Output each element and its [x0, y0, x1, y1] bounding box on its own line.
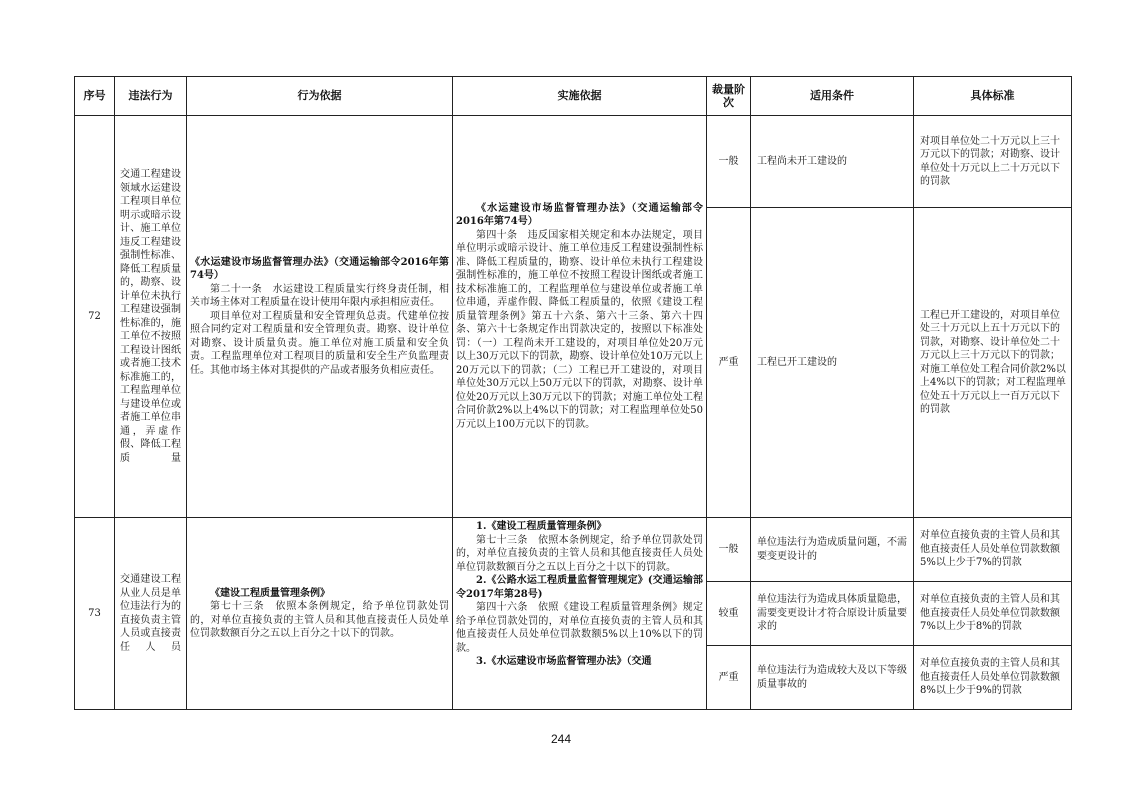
row73-impl: [453, 518, 707, 710]
table-row: [75, 518, 1072, 582]
header-violation: 违法行为: [115, 77, 187, 116]
row72-standard-2: 工程已开工建设的，对项目单位处三十万元以上五十万元以下的罚款，对勘察、设计单位处二十万元以上三十万元以下的罚款；对施工单位处工程合同价款2%以上4%以下的罚款；对工程监理单位处五十万元以上一百万元以下的罚款: [914, 208, 1072, 518]
page-number: 244: [550, 732, 572, 746]
row72-impl-p1: 第四十条 违反国家相关规定和本办法规定，项目单位明示或暗示设计、施工单位违反工程建设强制性标准、降低工程质量的，勘察、设计单位未执行工程建设强制性标准的，施工单位不按照工程设计图纸或者施工技术标准施工的，工程监理单位与建设单位或者施工单位串通，弄虚作假、降低工程质量的，依照《建设工程质量管理条例》第五十六条、第六十三条、第六十四条、第六十七条规定作出罚款决定的，按照以下标准处罚：（一）工程尚未开工建设的，对项目单位处20万元以上30万元以下的罚款，勘察、设计单位处10万元以上20万元以下的罚款；（二）工程已开工建设的，对项目单位处30万元以上50万元以下的罚款，对勘察、设计单位处20万元以上30万元以下的罚款；对施工单位处工程合同价款2%以上4%以下的罚款；对工程监理单位处50万元以上100万元以下的罚款。: [456, 229, 703, 430]
header-standard: 具体标准: [914, 77, 1072, 116]
header-basis: 行为依据: [187, 77, 453, 116]
row73-level-3: 严重: [707, 646, 751, 710]
row73-impl-p1: 第七十三条 依照本条例规定，给予单位罚款处罚的，对单位直接负责的主管人员和其他直接责任人员处单位罚款数额百分之五以上百分之十以下的罚款。: [456, 534, 703, 573]
header-row: [75, 77, 1072, 116]
row73-impl-t1: 1.《建设工程质量管理条例》: [476, 521, 607, 532]
row72-seq: 72: [75, 116, 115, 518]
row72-condition-1: 工程尚未开工建设的: [751, 116, 914, 208]
row72-basis-p2: 项目单位对工程质量和安全管理负总责。代建单位按照合同约定对工程质量和安全管理负责。勘察、设计单位对勘察、设计质量负责。施工单位对施工质量和安全负责。工程监理单位对工程项目的质量和安全生产负监理责任。其他市场主体对其提供的产品或者服务负相应责任。: [190, 310, 449, 376]
row73-basis: [187, 518, 453, 710]
row73-condition-1: 单位违法行为造成质量问题，不需要变更设计的: [751, 518, 914, 582]
row73-condition-3: 单位违法行为造成较大及以下等级质量事故的: [751, 646, 914, 710]
header-seq: 序号: [75, 77, 115, 116]
row72-level-2: 严重: [707, 208, 751, 518]
header-impl: 实施依据: [453, 77, 707, 116]
row73-impl-t2: 2.《公路水运工程质量监督管理规定》(交通运输部令2017年第28号): [456, 575, 703, 600]
row73-impl-p2: 第四十六条 依照《建设工程质量管理条例》规定给予单位罚款处罚的，对单位直接负责的主管人员和其他直接责任人员处单位罚款数额5%以上10%以下的罚款。: [456, 602, 703, 654]
row72-violation: 交通工程建设领域水运建设工程项目单位明示或暗示设计、施工单位违反工程建设强制性标准、降低工程质量的，勘察、设计单位未执行工程建设强制性标准的，施工单位不按照工程设计图纸或者施工技术标准施工的，工程监理单位与建设单位或者施工单位串通，弄虚作假、降低工程质量: [115, 116, 187, 518]
row73-seq: 73: [75, 518, 115, 710]
header-condition: 适用条件: [751, 77, 914, 116]
row72-impl: [453, 116, 707, 518]
row73-basis-p1: 第七十三条 依照本条例规定，给予单位罚款处罚的，对单位直接负责的主管人员和其他直接责任人员处单位罚款数额百分之五以上百分之十以下的罚款。: [190, 601, 449, 639]
row73-standard-1: 对单位直接负责的主管人员和其他直接责任人员处单位罚款数额5%以上少于7%的罚款: [914, 518, 1072, 582]
row73-basis-title: 《建设工程质量管理条例》: [210, 587, 330, 599]
header-level: 裁量阶次: [707, 77, 751, 116]
row73-standard-2: 对单位直接负责的主管人员和其他直接责任人员处单位罚款数额7%以上少于8%的罚款: [914, 582, 1072, 646]
row73-condition-2: 单位违法行为造成具体质量隐患，需要变更设计才符合原设计质量要求的: [751, 582, 914, 646]
row72-standard-1: 对项目单位处二十万元以上三十万元以下的罚款；对勘察、设计单位处十万元以上二十万元以下的罚款: [914, 116, 1072, 208]
row72-basis-p1: 第二十一条 水运建设工程质量实行终身责任制，相关市场主体对工程质量在设计使用年限内承担相应责任。: [190, 283, 449, 309]
row73-level-1: 一般: [707, 518, 751, 582]
row72-basis-title: 《水运建设市场监督管理办法》（交通运输部令2016年第74号）: [190, 256, 449, 282]
row73-level-2: 较重: [707, 582, 751, 646]
row72-basis: [187, 116, 453, 518]
row73-violation: 交通建设工程从业人员是单位违法行为的直接负责主管人员或直接责任人员: [115, 518, 187, 710]
row72-condition-2: 工程已开工建设的: [751, 208, 914, 518]
row72-level-1: 一般: [707, 116, 751, 208]
penalty-table: [74, 76, 1072, 710]
row73-impl-t3: 3.《水运建设市场监督管理办法》（交通: [476, 656, 652, 667]
row73-standard-3: 对单位直接负责的主管人员和其他直接责任人员处单位罚款数额8%以上少于9%的罚款: [914, 646, 1072, 710]
table-row: [75, 116, 1072, 208]
row72-impl-title: 《水运建设市场监督管理办法》（交通运输部令2016年第74号）: [456, 202, 703, 228]
